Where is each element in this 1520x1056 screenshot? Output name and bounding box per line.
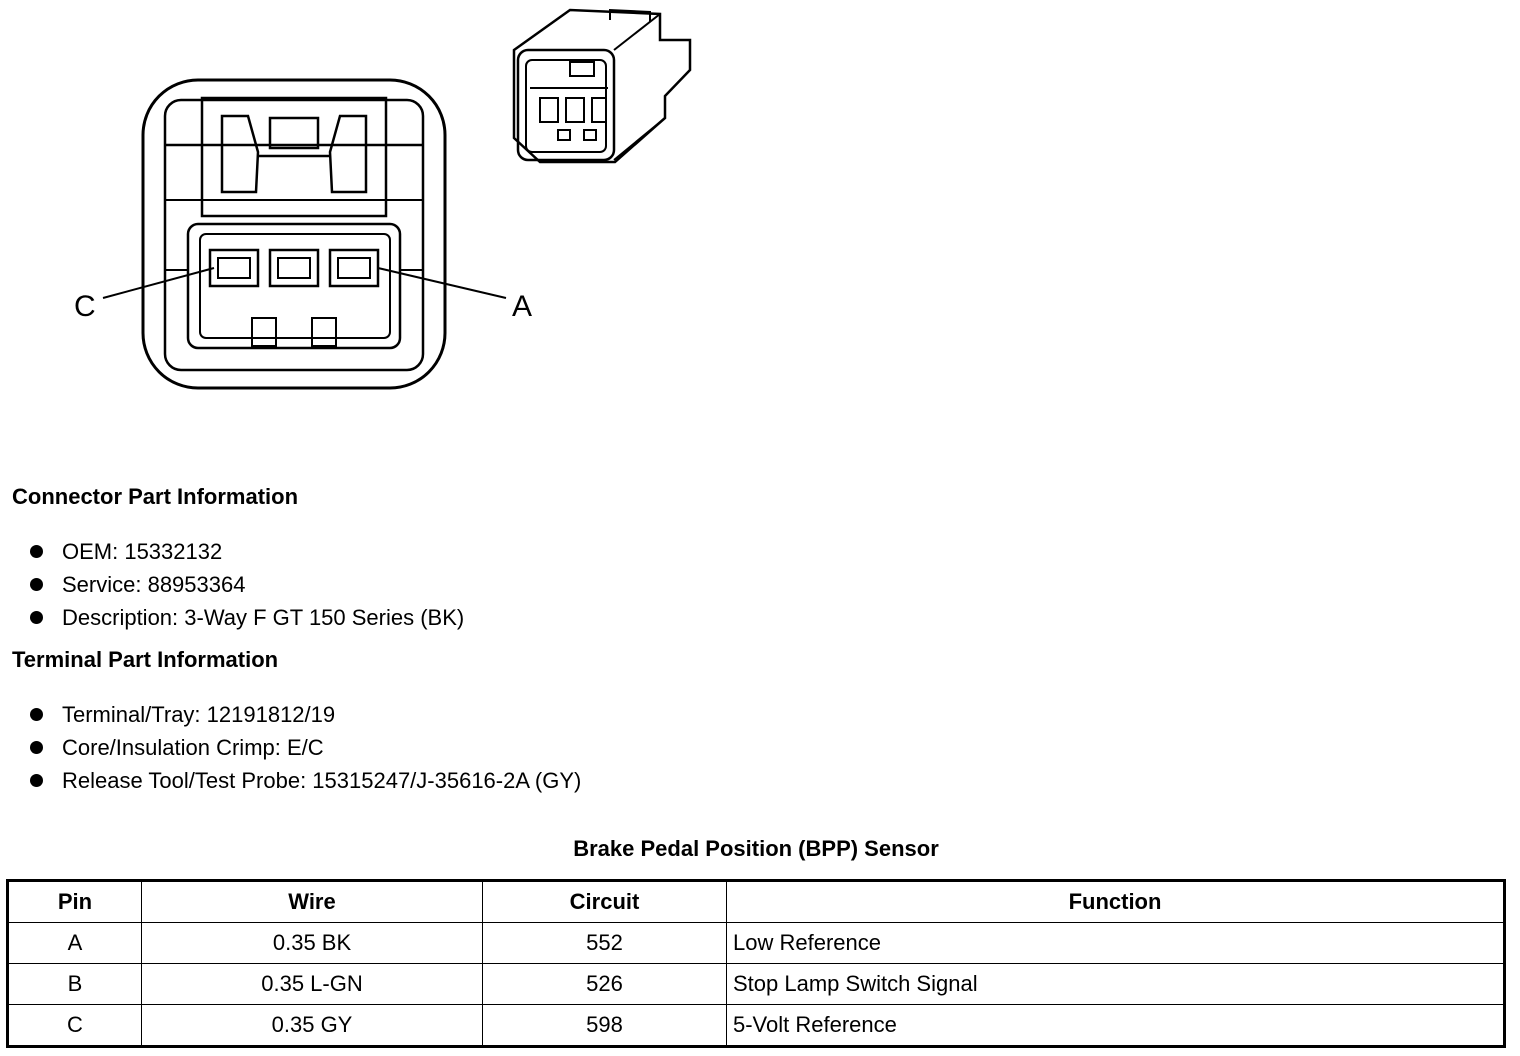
cell-pin: C bbox=[8, 1005, 142, 1047]
bullet-icon bbox=[30, 545, 43, 558]
connector-diagram bbox=[0, 0, 760, 400]
cell-circuit: 526 bbox=[483, 964, 727, 1005]
column-header-wire: Wire bbox=[142, 881, 483, 923]
column-header-function: Function bbox=[727, 881, 1505, 923]
cell-function: Low Reference bbox=[727, 923, 1505, 964]
bullet-icon bbox=[30, 611, 43, 624]
table-title: Brake Pedal Position (BPP) Sensor bbox=[573, 836, 939, 861]
cell-pin: A bbox=[8, 923, 142, 964]
connector-info-list bbox=[24, 535, 464, 634]
table-row bbox=[8, 1005, 1505, 1047]
list-item: Service: 88953364 bbox=[24, 568, 464, 601]
cell-circuit: 552 bbox=[483, 923, 727, 964]
column-header-pin: Pin bbox=[8, 881, 142, 923]
cell-wire: 0.35 GY bbox=[142, 1005, 483, 1047]
bullet-icon bbox=[30, 741, 43, 754]
table-header-row bbox=[8, 881, 1505, 923]
list-item: Release Tool/Test Probe: 15315247/J-35616-2A (GY) bbox=[24, 764, 581, 797]
list-item: OEM: 15332132 bbox=[24, 535, 464, 568]
cell-pin: B bbox=[8, 964, 142, 1005]
pin-label-a: A bbox=[512, 290, 533, 323]
list-item: Core/Insulation Crimp: E/C bbox=[24, 731, 581, 764]
pin-label-c: C bbox=[74, 290, 96, 323]
list-item: Description: 3-Way F GT 150 Series (BK) bbox=[24, 601, 464, 634]
table-row bbox=[8, 923, 1505, 964]
bullet-icon bbox=[30, 774, 43, 787]
pin-table bbox=[6, 879, 1506, 1048]
cell-circuit: 598 bbox=[483, 1005, 727, 1047]
column-header-circuit: Circuit bbox=[483, 881, 727, 923]
cell-function: 5-Volt Reference bbox=[727, 1005, 1505, 1047]
list-item: Terminal/Tray: 12191812/19 bbox=[24, 698, 581, 731]
cell-wire: 0.35 L-GN bbox=[142, 964, 483, 1005]
connector-isometric-view bbox=[514, 10, 690, 162]
table-row bbox=[8, 964, 1505, 1005]
terminal-info-heading: Terminal Part Information bbox=[12, 647, 279, 672]
connector-info-heading: Connector Part Information bbox=[12, 484, 299, 509]
bullet-icon bbox=[30, 578, 43, 591]
terminal-info-list bbox=[24, 698, 581, 797]
bullet-icon bbox=[30, 708, 43, 721]
cell-function: Stop Lamp Switch Signal bbox=[727, 964, 1505, 1005]
cell-wire: 0.35 BK bbox=[142, 923, 483, 964]
